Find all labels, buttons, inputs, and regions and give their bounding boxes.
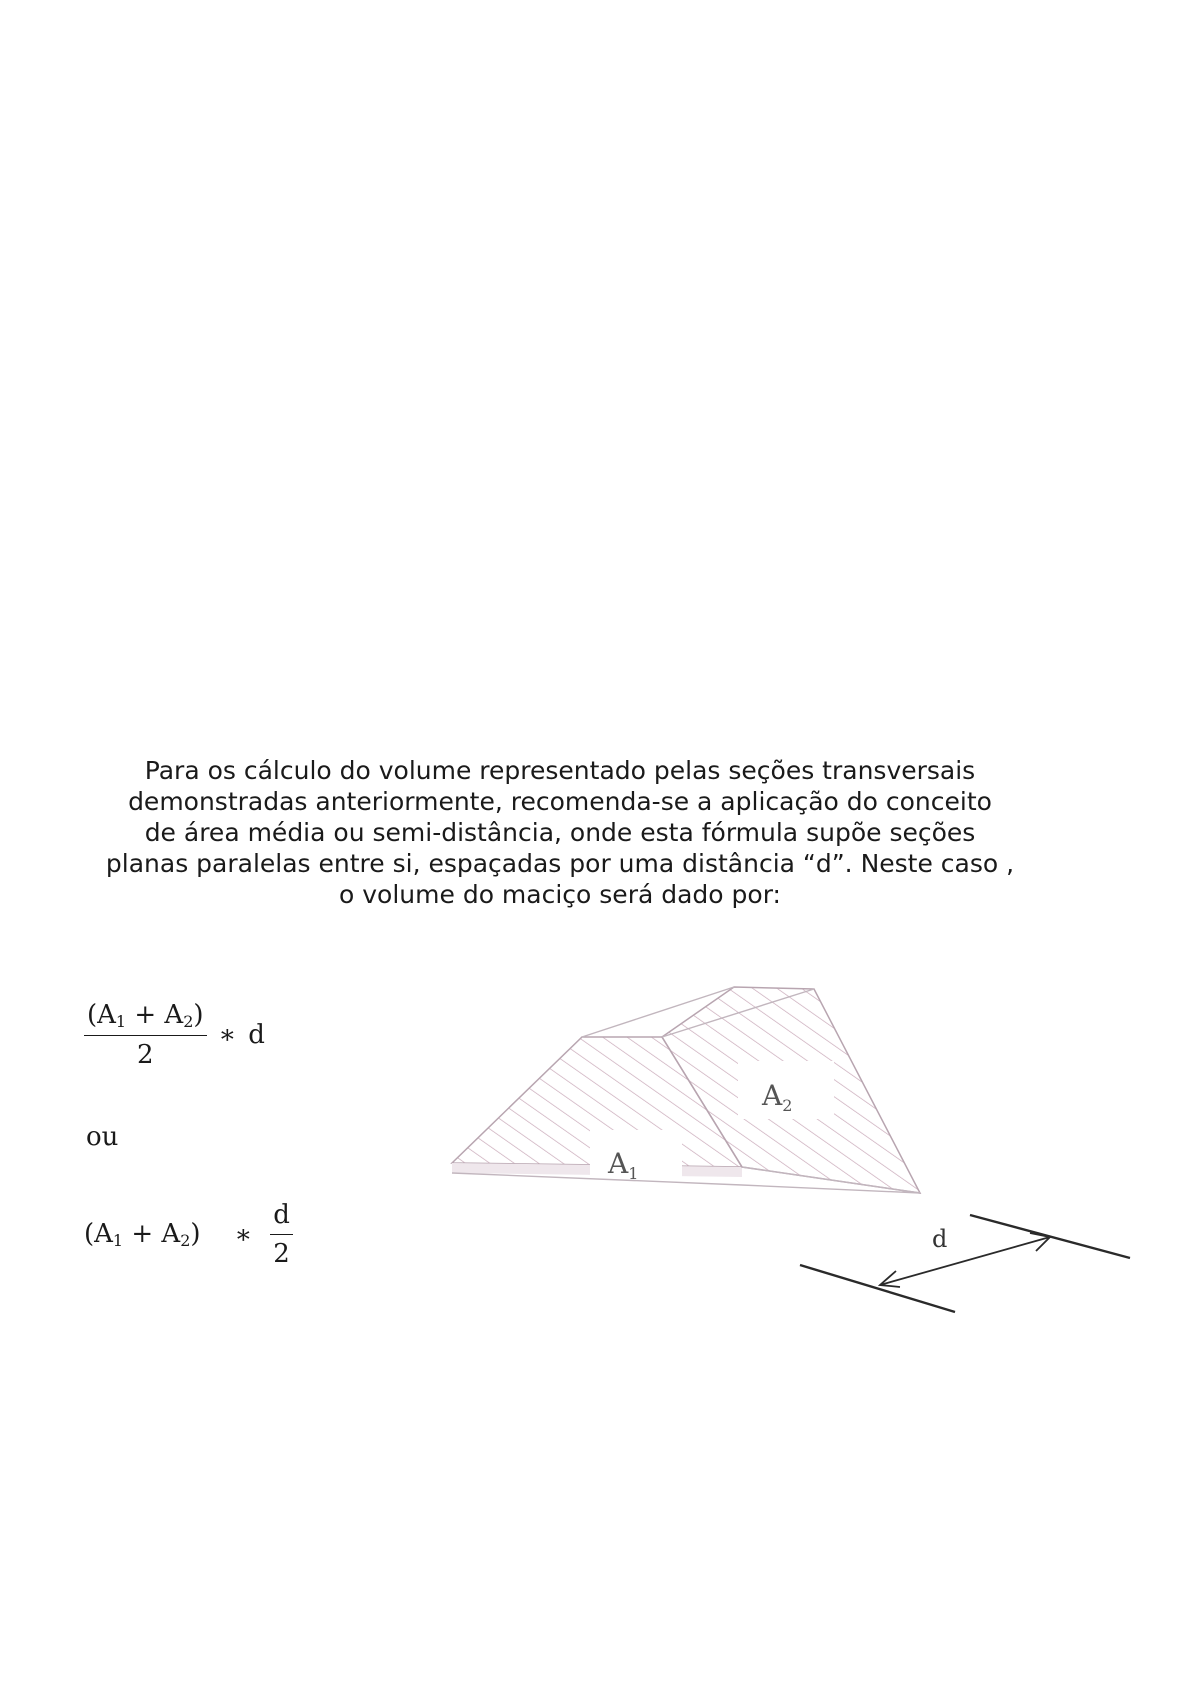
formula2-multiply-operator: ∗ (234, 1219, 253, 1250)
formula-average-area (84, 1000, 277, 1070)
paragraph-line-3: de área média ou semi-distância, onde esta fórmula supõe seções (144, 818, 976, 847)
formula1-fraction (84, 1000, 207, 1070)
cross-section-diagram (440, 975, 1140, 1335)
formula1-multiply-operator: ∗ (218, 1020, 237, 1050)
paragraph-line-2: demonstradas anteriormente, recomenda-se a aplicação do conceito (128, 787, 992, 816)
formula-semi-distance (84, 1200, 293, 1269)
paragraph-line-5: o volume do maciço será dado por: (339, 880, 781, 909)
formula2-numerator: d (270, 1200, 293, 1235)
svg-text:A1: $A_1$ (608, 1147, 639, 1183)
formula1-numerator: $(A_1 + A_2)$ (84, 1000, 207, 1036)
formula1-factor: d (248, 1020, 265, 1050)
paragraph-line-1: Para os cálculo do volume representado pelas seções transversais (144, 756, 976, 785)
label-d: d (932, 1225, 948, 1253)
svg-text:A2: $A_2$ (762, 1079, 793, 1115)
paragraph-line-4: planas paralelas entre si, espaçadas por uma distância “d”. Neste caso , (105, 849, 1015, 878)
distance-indicator (800, 1215, 1130, 1312)
formula2-fraction (270, 1200, 293, 1269)
formula2-sum: $(A_1 + A_2)$ (84, 1219, 201, 1250)
formula2-denominator: 2 (273, 1239, 290, 1269)
formula1-denominator: 2 (137, 1040, 154, 1070)
formula-connector: ou (86, 1122, 119, 1152)
intro-paragraph (70, 755, 1050, 910)
